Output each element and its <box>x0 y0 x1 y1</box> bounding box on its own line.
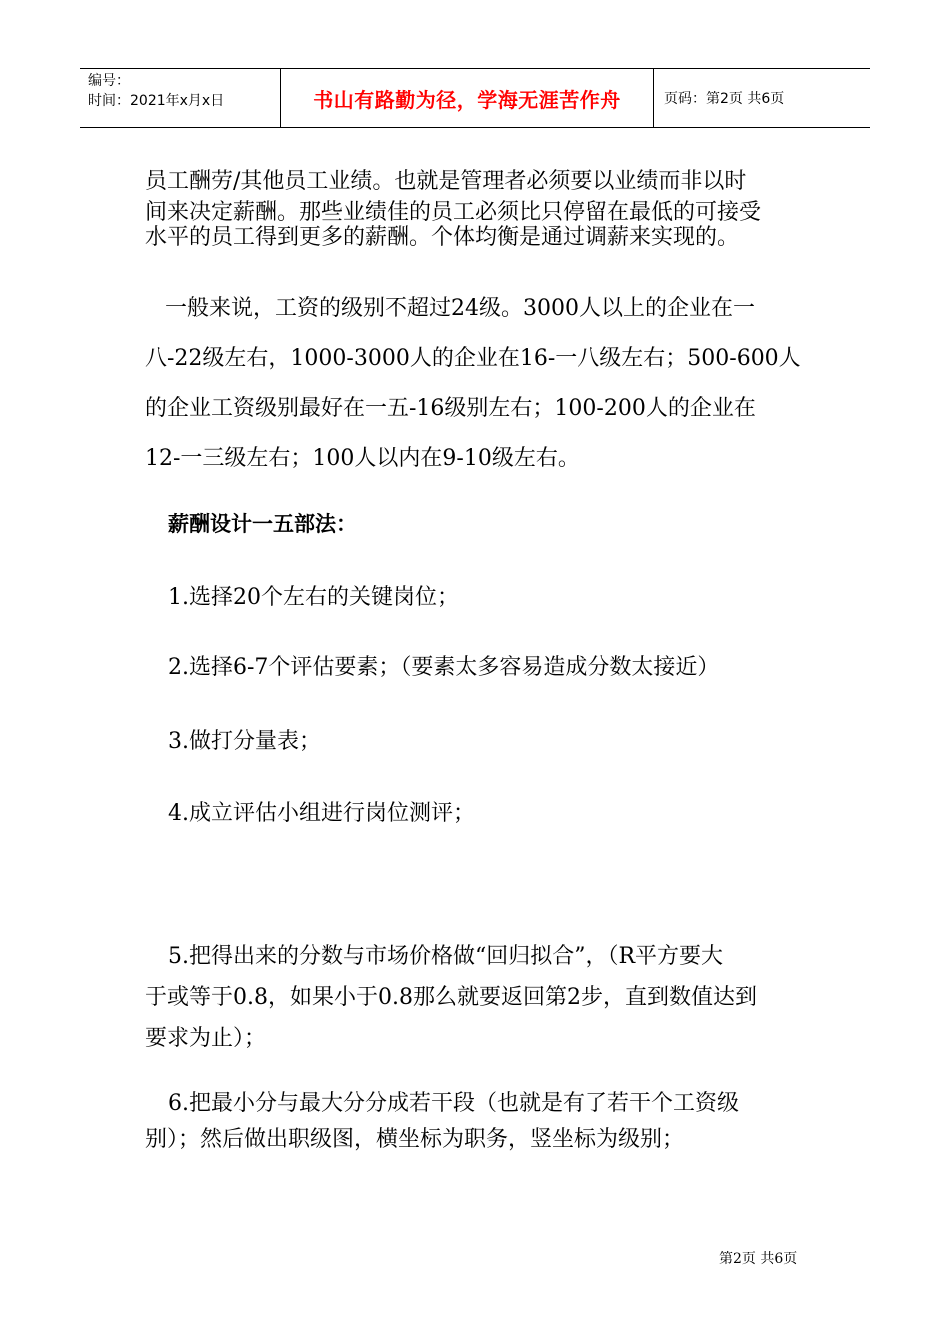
text-line: 6.把最小分与最大分分成若干段（也就是有了若干个工资级 <box>168 1091 739 1116</box>
text-line: 的企业工资级别最好在一五-16级别左右；100-200人的企业在 <box>145 396 756 421</box>
section-heading: 薪酬设计一五部法： <box>168 512 357 536</box>
page-footer-number: 第2页 共6页 <box>719 1251 798 1267</box>
paragraph-salary-levels <box>145 284 815 484</box>
page-header <box>80 68 870 128</box>
text-line: 要求为止）； <box>145 1026 267 1051</box>
header-page-number: 页码：第2页 共6页 <box>664 91 785 107</box>
document-number-label: 编号： <box>88 73 130 89</box>
paragraph-salary-performance <box>145 166 815 253</box>
text-line: 一般来说，工资的级别不超过24级。3000人以上的企业在一 <box>165 296 755 321</box>
text-line: 12-一三级左右；100人以内在9-10级左右。 <box>145 446 580 471</box>
header-meta <box>80 69 281 127</box>
text-line: 别）；然后做出职级图，横坐标为职务，竖坐标为级别； <box>145 1127 685 1152</box>
document-time-label: 时间：2021年x月x日 <box>88 93 225 109</box>
text-line: 水平的员工得到更多的薪酬。个体均衡是通过调薪来实现的。 <box>145 225 740 250</box>
list-item-regression <box>145 936 815 1059</box>
list-item: 2.选择6-7个评估要素；（要素太多容易造成分数太接近） <box>168 655 720 680</box>
list-item: 1.选择20个左右的关键岗位； <box>168 585 459 610</box>
header-motto: 书山有路勤为径，学海无涯苦作舟 <box>281 69 654 127</box>
text-line: 于或等于0.8，如果小于0.8那么就要返回第2步，直到数值达到 <box>145 985 757 1010</box>
list-item: 4.成立评估小组进行岗位测评； <box>168 801 475 826</box>
text-line: 间来决定薪酬。那些业绩佳的员工必须比只停留在最低的可接受 <box>145 200 762 225</box>
list-item: 3.做打分量表； <box>168 729 321 754</box>
text-line: 员工酬劳/其他员工业绩。也就是管理者必须要以业绩而非以时 <box>145 169 747 194</box>
list-item-grade-chart <box>145 1086 815 1158</box>
text-line: 5.把得出来的分数与市场价格做“回归拟合”，（R平方要大 <box>168 944 724 969</box>
text-line: 八-22级左右，1000-3000人的企业在16-一八级左右；500-600人 <box>145 346 801 371</box>
